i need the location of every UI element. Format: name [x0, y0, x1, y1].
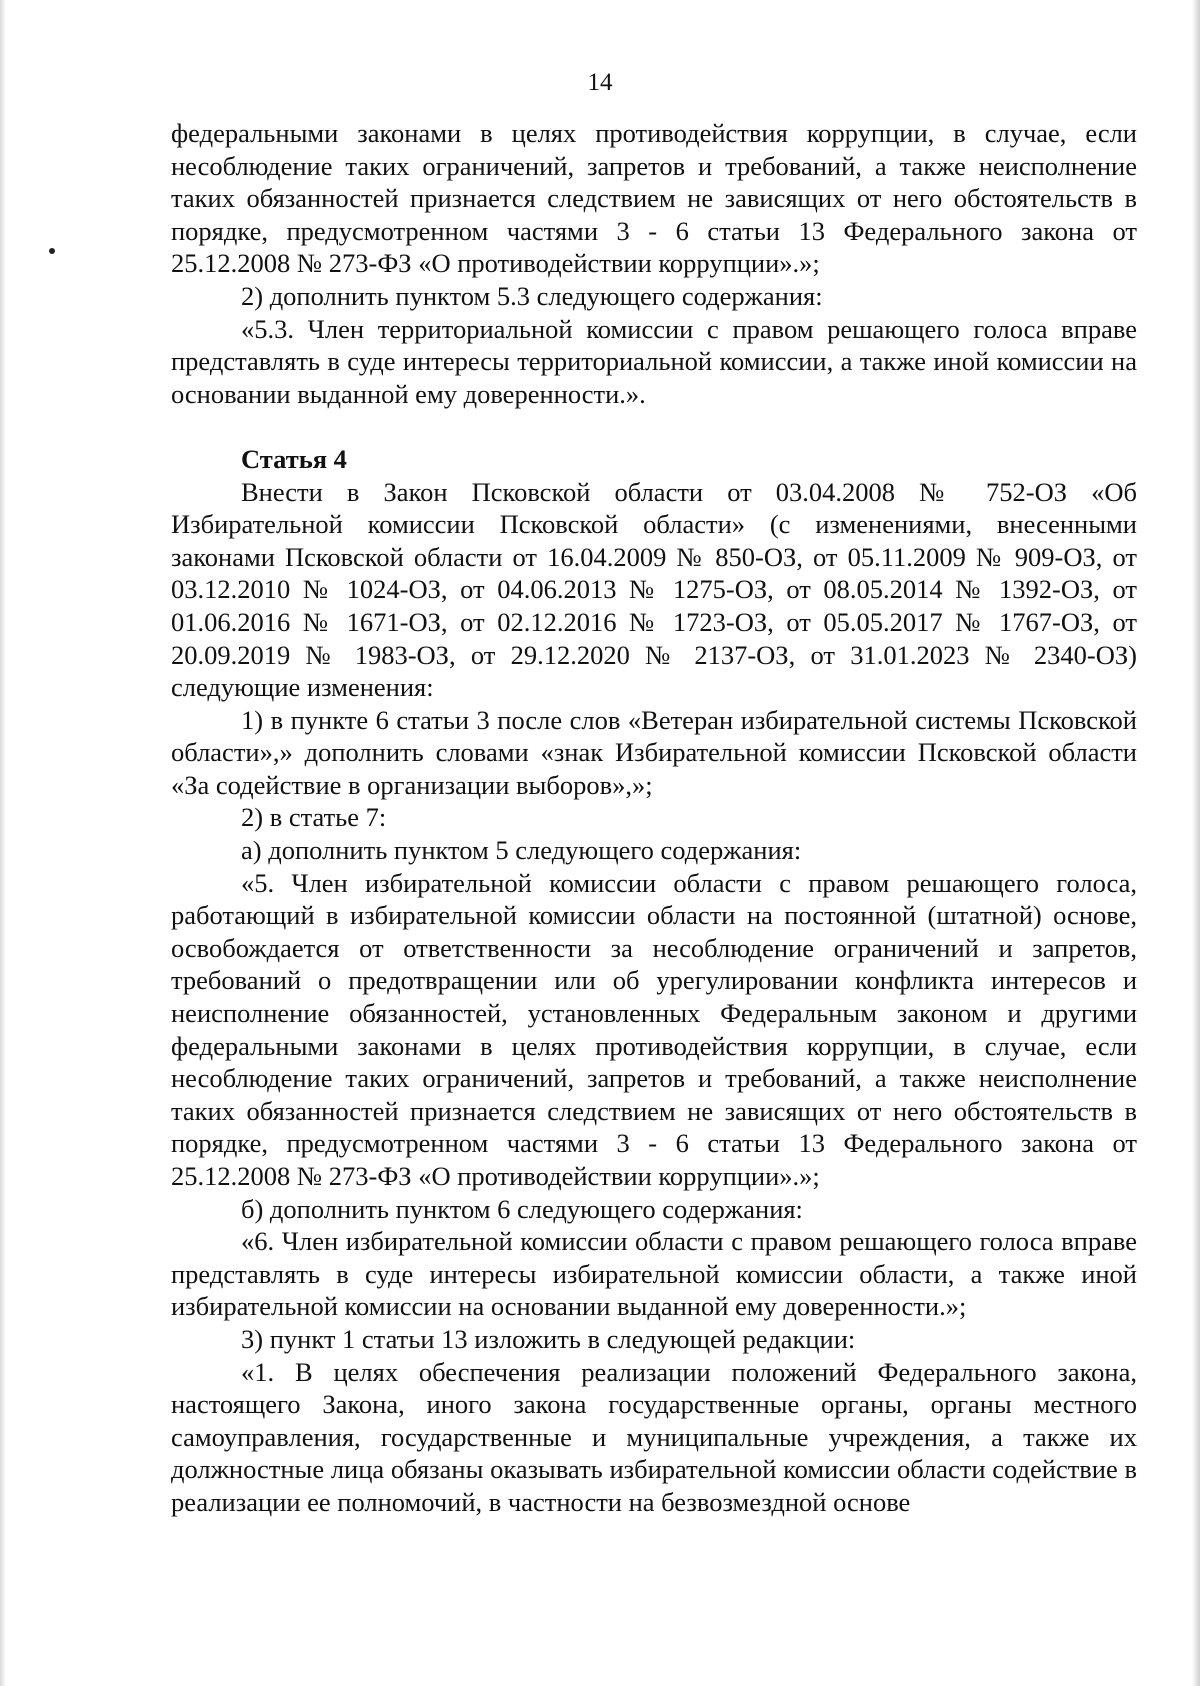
paragraph-quote-1: «1. В целях обеспечения реализации положений Федерального закона, настоящего Закона, иного закона государственные органы, органы местного самоуправления, государственные и муниципальные учреждения, а также их должностные лица обязаны оказывать избирательной комиссии области содействие в реализации ее полномочий, в частности на безвозмездной основе — [171, 1356, 1137, 1517]
paragraph-item-3: 3) пункт 1 статьи 13 изложить в следующей редакции: — [241, 1323, 856, 1354]
paragraph-quote-5-3: «5.3. Член территориальной комиссии с правом решающего голоса вправе представлять в суде интересы территориальной комиссии, а также иной комиссии на основании выданной ему доверенности.». — [171, 313, 1137, 409]
scan-edge-right — [1192, 0, 1200, 1686]
paragraph-quote-6: «6. Член избирательной комиссии области с правом решающего голоса вправе представлять в суде интересы избирательной комиссии области, а также иной избирательной комиссии на основании выданной ему доверенности.»; — [171, 1226, 1137, 1322]
document-body — [171, 117, 1137, 1519]
paragraph-item-1: 1) в пункте 6 статьи 3 после слов «Ветеран избирательной системы Псковской области»,» дополнить словами «знак Избирательной комиссии Псковской области «За содействие в организации выборов»,»; — [171, 704, 1137, 800]
paragraph-continuation: федеральными законами в целях противодействия коррупции, в случае, если несоблюдение таких ограничений, запретов и требований, а также неисполнение таких обязанностей признается следствием не зависящих от него обстоятельств в порядке, предусмотренном частями 3 - 6 статьи 13 Федерального закона от 25.12.2008 № 273-ФЗ «О противодействии коррупции».»; — [171, 118, 1137, 279]
article-heading: Статья 4 — [241, 443, 347, 474]
paragraph-subitem-b: б) дополнить пунктом 6 следующего содержания: — [241, 1193, 803, 1224]
paragraph-subitem-a: а) дополнить пунктом 5 следующего содержания: — [241, 835, 802, 866]
paragraph-amendment-intro: Внести в Закон Псковской области от 03.04.2008 № 752-ОЗ «Об Избирательной комиссии Псковской области» (с изменениями, внесенными законами Псковской области от 16.04.2009 № 850-ОЗ, от 05.11.2009 № 909-ОЗ, от 03.12.2010 № 1024-ОЗ, от 04.06.2013 № 1275-ОЗ, от 08.05.2014 № 1392-ОЗ, от 01.06.2016 № 1671-ОЗ, от 02.12.2016 № 1723-ОЗ, от 05.05.2017 № 1767-ОЗ, от 20.09.2019 № 1983-ОЗ, от 29.12.2020 № 2137-ОЗ, от 31.01.2023 № 2340-ОЗ) следующие изменения: — [171, 476, 1137, 703]
paragraph-item-2-article-7: 2) в статье 7: — [241, 802, 387, 833]
paragraph-quote-5: «5. Член избирательной комиссии области с правом решающего голоса, работающий в избирательной комиссии области на постоянной (штатной) основе, освобождается от ответственности за несоблюдение ограничений и запретов, требований о предотвращении или об урегулировании конфликта интересов и неисполнение обязанностей, установленных Федеральным законом и другими федеральными законами в целях противодействия коррупции, в случае, если несоблюдение таких ограничений, запретов и требований, а также неисполнение таких обязанностей признается следствием не зависящих от него обстоятельств в порядке, предусмотренном частями 3 - 6 статьи 13 Федерального закона от 25.12.2008 № 273-ФЗ «О противодействии коррупции».»; — [171, 867, 1137, 1191]
page-number: 14 — [587, 69, 613, 96]
margin-dot — [49, 248, 55, 254]
paragraph-item-2: 2) дополнить пунктом 5.3 следующего содержания: — [241, 280, 823, 311]
scan-edge-left — [0, 0, 6, 1686]
